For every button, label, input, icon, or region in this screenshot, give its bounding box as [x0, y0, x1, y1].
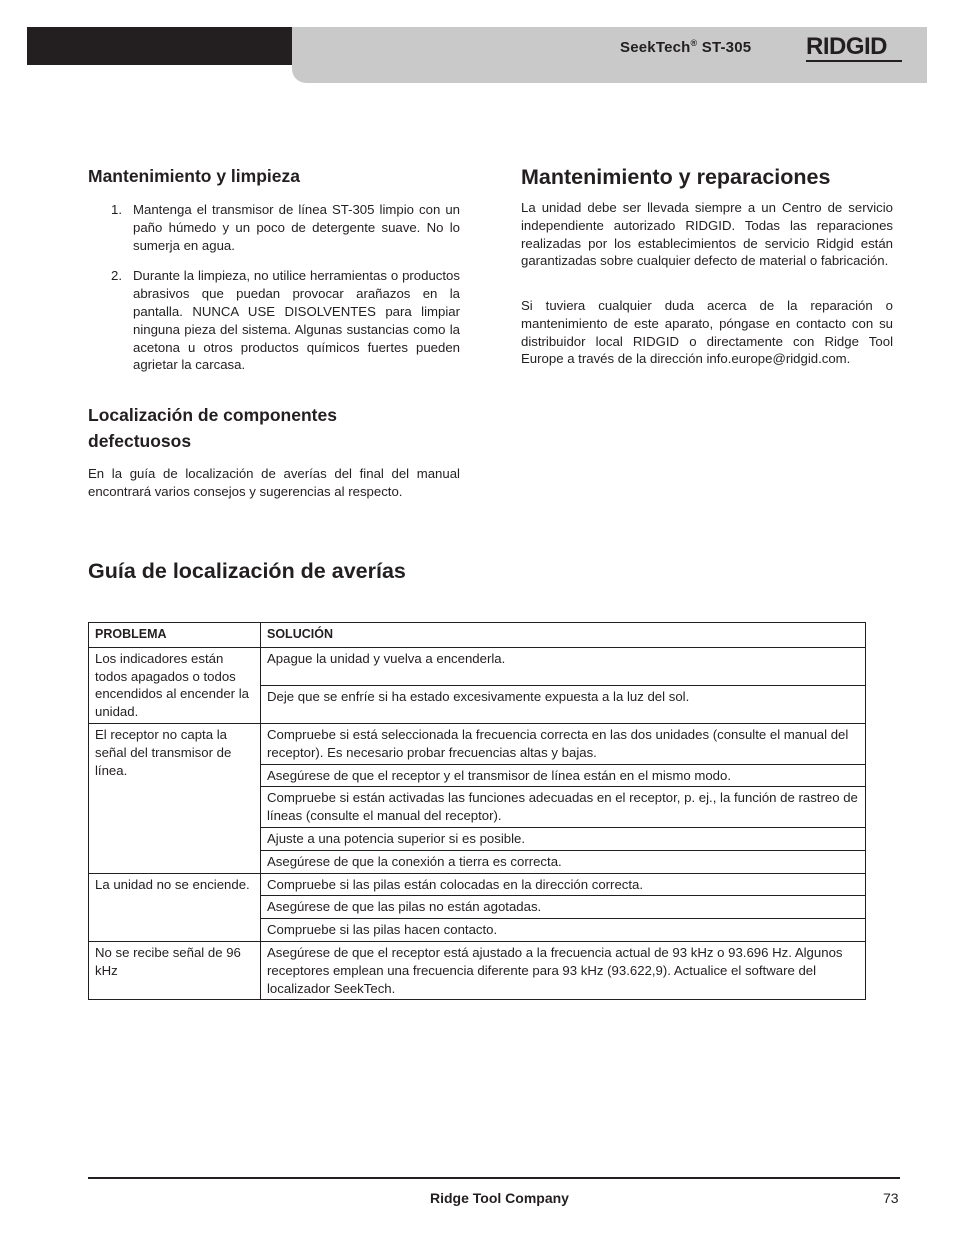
- solution-cell: Deje que se enfríe si ha estado excesivamente expuesta a la luz del sol.: [261, 685, 866, 723]
- page-number: 73: [883, 1190, 899, 1206]
- list-item: [104, 201, 460, 254]
- list-item: [104, 267, 460, 374]
- repair-paragraph-2: Si tuviera cualquier duda acerca de la reparación o mantenimiento de este aparato, póngase en contacto con su distribuidor local RIDGID o directamente con Ridge Tool Europe a través de la dirección info.europe@ridgid.com.: [521, 298, 893, 367]
- faulty-components-text: En la guía de localización de averías del final del manual encontrará varios consejos y sugerencias al respecto.: [88, 466, 460, 499]
- problem-cell: No se recibe señal de 96 kHz: [89, 941, 261, 999]
- ridgid-logo: RIDGID: [806, 34, 902, 60]
- col-problem-header: PROBLEMA: [89, 623, 261, 648]
- table-header-row: [89, 623, 866, 648]
- solution-cell: Compruebe si está seleccionada la frecuencia correcta en las dos unidades (consulte el manual del receptor). Es necesario probar frecuencias altas y bajas.: [261, 723, 866, 764]
- repair-paragraph-1: La unidad debe ser llevada siempre a un Centro de servicio independiente autorizado RIDGID. Todas las reparaciones realizadas por los establecimientos de servicio Ridgid están garantizadas sobre cualquier defecto de material o fabricación.: [521, 200, 893, 269]
- list-item-number: 2.: [111, 268, 122, 284]
- maintenance-list: [104, 201, 460, 387]
- solution-cell: Compruebe si las pilas hacen contacto.: [261, 919, 866, 942]
- problem-cell: El receptor no capta la señal del transmisor de línea.: [89, 723, 261, 873]
- list-item-number: 1.: [111, 202, 122, 217]
- troubleshooting-table: [88, 622, 866, 1000]
- faulty-components-heading: Localización de componentes defectuosos: [88, 405, 337, 451]
- troubleshooting-heading: Guía de localización de averías: [88, 559, 406, 583]
- table-row: [89, 941, 866, 999]
- repair-heading: Mantenimiento y reparaciones: [521, 165, 831, 189]
- header-gray-tab: [292, 65, 927, 83]
- header-black-bar: [27, 27, 292, 65]
- list-item-text: Durante la limpieza, no utilice herramientas o productos abrasivos que puedan provocar arañazos en la pantalla. NUNCA USE DISOLVENTES para limpiar ninguna pieza del sistema. Algunas sustancias como la acetona u otros productos químicos fuertes pueden agrietar la carcasa.: [133, 268, 460, 373]
- footer-rule: [88, 1177, 900, 1179]
- solution-cell: Asegúrese de que la conexión a tierra es correcta.: [261, 850, 866, 873]
- list-item-text: Mantenga el transmisor de línea ST-305 limpio con un paño húmedo y un poco de detergente suave. No lo sumerja en agua.: [133, 202, 460, 253]
- solution-cell: Compruebe si las pilas están colocadas en la dirección correcta.: [261, 873, 866, 896]
- problem-cell: Los indicadores están todos apagados o todos encendidos al encender la unidad.: [89, 647, 261, 723]
- solution-cell: Ajuste a una potencia superior si es posible.: [261, 827, 866, 850]
- solution-cell: Asegúrese de que las pilas no están agotadas.: [261, 896, 866, 919]
- table-row: [89, 723, 866, 764]
- problem-cell: La unidad no se enciende.: [89, 873, 261, 941]
- footer-company: Ridge Tool Company: [430, 1190, 569, 1206]
- table-row: [89, 873, 866, 896]
- header-product-title: SeekTech® ST-305: [620, 38, 752, 56]
- solution-cell: Compruebe si están activadas las funciones adecuadas en el receptor, p. ej., la función de rastreo de líneas (consulte el manual del receptor).: [261, 787, 866, 828]
- solution-cell: Asegúrese de que el receptor está ajustado a la frecuencia actual de 93 kHz o 93.696 Hz. Algunos receptores emplean una frecuencia diferente para 93 kHz (93.622,9). Actualice el software del localizador SeekTech.: [261, 941, 866, 999]
- maintenance-heading: Mantenimiento y limpieza: [88, 166, 300, 186]
- solution-cell: Asegúrese de que el receptor y el transmisor de línea están en el mismo modo.: [261, 764, 866, 787]
- table-row: [89, 647, 866, 685]
- solution-cell: Apague la unidad y vuelva a encenderla.: [261, 647, 866, 685]
- col-solution-header: SOLUCIÓN: [261, 623, 866, 648]
